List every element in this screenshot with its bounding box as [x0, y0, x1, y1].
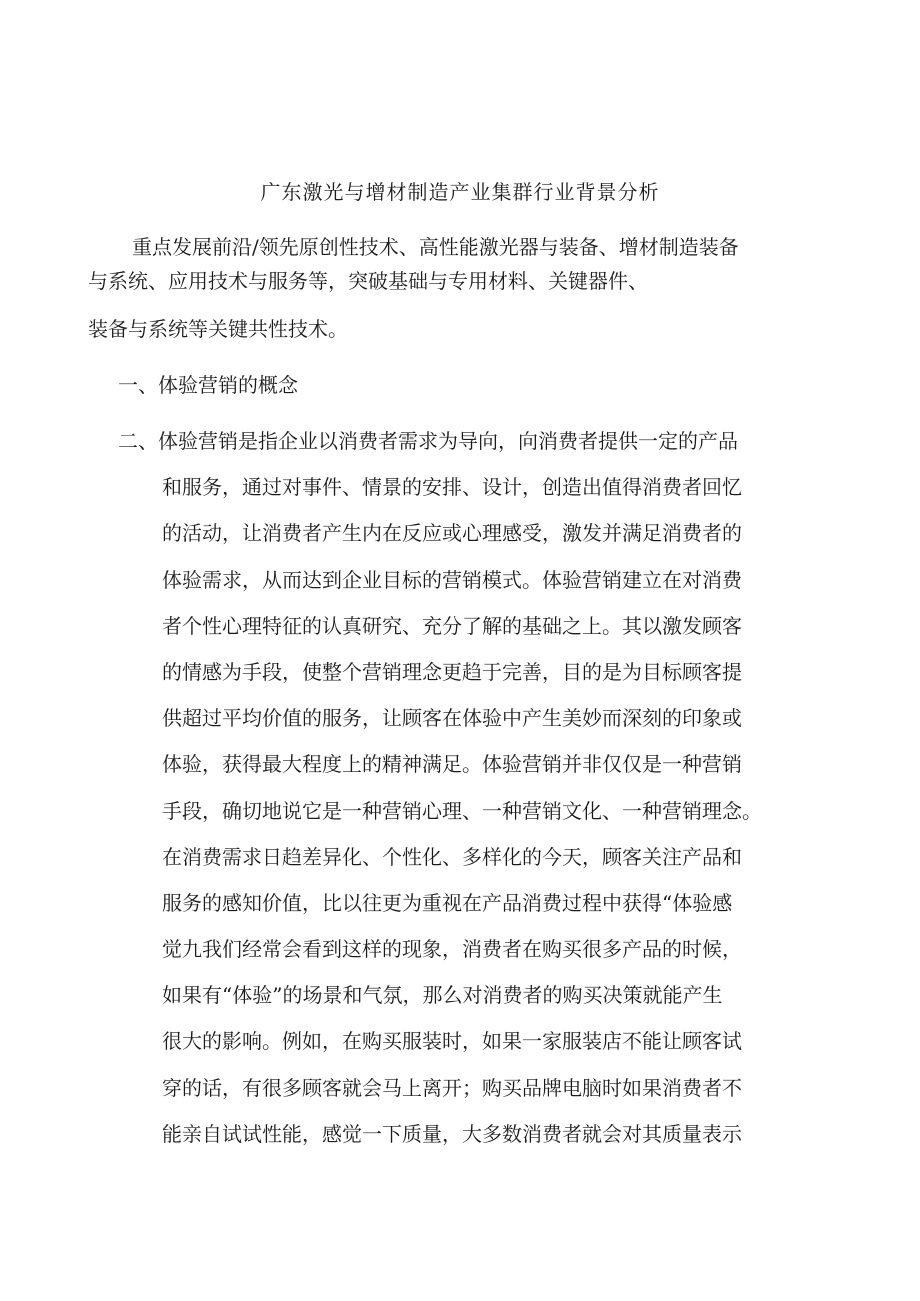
- paragraph-line: 如果有“体验”的场景和气氛，那么对消费者的购买决策就能产生: [162, 983, 723, 1008]
- paragraph-line: 者个性心理特征的认真研究、充分了解的基础之上。其以激发顾客: [162, 613, 742, 638]
- document-title: 广东激光与增材制造产业集群行业背景分析: [260, 180, 660, 204]
- paragraph-line: 手段，确切地说它是一种营销心理、一种营销文化、一种营销理念。: [162, 798, 762, 823]
- paragraph-line: 的活动，让消费者产生内在反应或心理感受，激发并满足消费者的: [162, 521, 742, 546]
- paragraph-line: 服务的感知价值，比以往更为重视在产品消费过程中获得“体验感: [162, 890, 733, 915]
- paragraph-line: 能亲自试试性能，感觉一下质量，大多数消费者就会对其质量表示: [162, 1121, 742, 1146]
- paragraph-line: 很大的影响。例如，在购买服装时，如果一家服装店不能让顾客试: [162, 1029, 742, 1054]
- section-2-paragraph: [118, 424, 858, 1163]
- paragraph-line: 的情感为手段，使整个营销理念更趋于完善，目的是为目标顾客提: [162, 659, 742, 684]
- paragraph-line: 体验需求，从而达到企业目标的营销模式。体验营销建立在对消费: [162, 567, 742, 592]
- paragraph-line: 体验，获得最大程度上的精神满足。体验营销并非仅仅是一种营销: [162, 752, 742, 777]
- intro-line: 装备与系统等关键共性技术。: [88, 317, 348, 341]
- paragraph-line: 和服务，通过对事件、情景的安排、设计，创造出值得消费者回忆: [162, 475, 742, 500]
- intro-line: 重点发展前沿/领先原创性技术、高性能激光器与装备、增材制造装备: [132, 235, 739, 259]
- paragraph-line: 觉九我们经常会看到这样的现象，消费者在购买很多产品的时候，: [162, 937, 742, 962]
- paragraph-line: 在消费需求日趋差异化、个性化、多样化的今天，顾客关注产品和: [162, 844, 742, 869]
- intro-paragraph: [88, 230, 848, 346]
- paragraph-line: 穿的话，有很多顾客就会马上离开；购买品牌电脑时如果消费者不: [162, 1075, 742, 1100]
- paragraph-line: 二、体验营销是指企业以消费者需求为导向，向消费者提供一定的产品: [118, 429, 738, 453]
- paragraph-line: 供超过平均价值的服务，让顾客在体验中产生美妙而深刻的印象或: [162, 706, 742, 731]
- intro-line: 与系统、应用技术与服务等，突破基础与专用材料、关键器件、: [88, 269, 648, 293]
- section-heading-1: 一、体验营销的概念: [118, 373, 298, 397]
